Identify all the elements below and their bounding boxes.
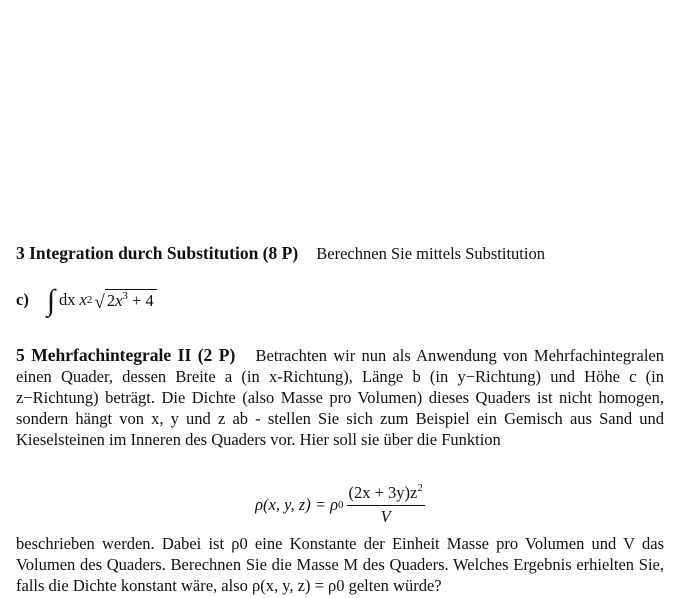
radicand-variable: x [115, 291, 123, 310]
radicand-coefficient: 2 [106, 291, 116, 310]
formula-lhs: ρ(x, y, z) = ρ [255, 495, 338, 514]
density-formula: ρ(x, y, z) = ρ 0 $\frac{(2x + 3y)z^2}{V}$ [255, 482, 423, 526]
formula-denominator: V [380, 507, 391, 526]
part-c-label: c) [16, 290, 29, 309]
numerator-text: (2x + 3y)z [348, 483, 418, 502]
square-root [94, 289, 156, 311]
section-5-paragraph [16, 345, 664, 450]
section-3 [16, 243, 664, 264]
integral-sign-icon: ∫ [46, 284, 56, 317]
closing-paragraph: beschrieben werden. Dabei ist ρ0 eine Konstante der Einheit Masse pro Volumen und V das Volumen des Quaders. Berechnen Sie die Masse M des Quaders. Welches Ergebnis erhielten Sie, falls die Dichte konstant wäre, also ρ(x, y, z) = ρ0 gelten würde? [16, 534, 664, 595]
section-3-intro: Berechnen Sie mittels Substitution [316, 244, 545, 263]
section-5-body: Betrachten wir nun als Anwendung von Mehrfachintegralen einen Quader, dessen Breite a (in x-Richtung), Länge b (in y−Richtung) und Höhe c (in z−Richtung) beträgt. Die Dichte (also Masse pro Volumen) dieses Quaders ist nicht homogen, sondern hängt von x, y und z ab - stellen Sie sich zum Beispiel ein Gemisch aus Sand und Kieselsteinen im Inneren des Quaders vor. Hier soll sie über die Funktion [16, 346, 665, 449]
radicand [105, 289, 157, 311]
integrand-variable: x [79, 290, 87, 309]
differential-dx: dx [59, 290, 76, 309]
formula-fraction [347, 483, 425, 527]
part-c-integral: c) ∫ dx x 2 √ $2x^3 + 4$ [16, 280, 157, 320]
radicand-constant: + 4 [127, 291, 154, 310]
formula-numerator [347, 483, 425, 506]
section-5 [16, 345, 664, 450]
section-5-heading: 5 Mehrfachintegrale II (2 P) [16, 345, 236, 365]
numerator-exponent: 2 [417, 482, 423, 494]
section-3-heading: 3 Integration durch Substitution (8 P) [16, 243, 299, 263]
radicand-exponent: 3 [122, 290, 128, 302]
radical-sign-icon: √ [94, 292, 105, 313]
